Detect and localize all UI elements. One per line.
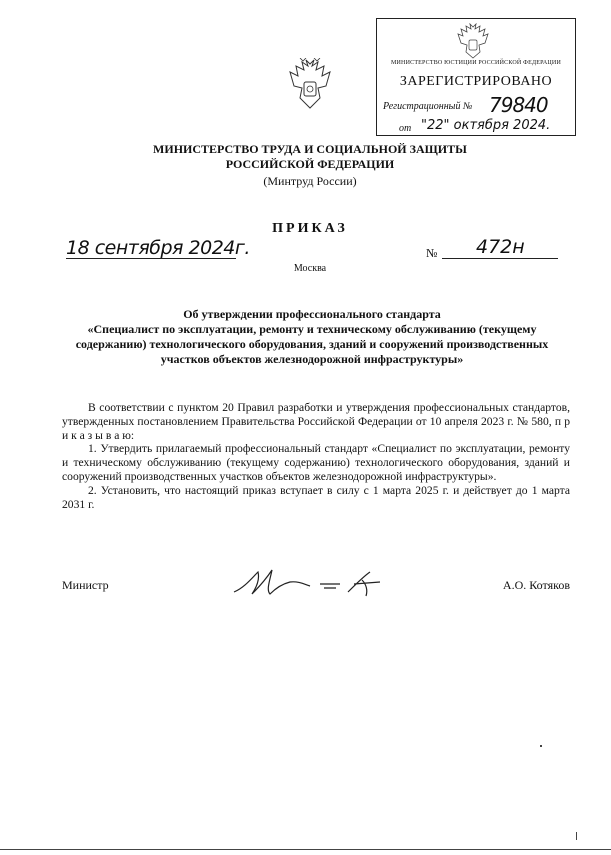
- stamp-reg-number: 79840: [489, 93, 548, 117]
- order-date: 18 сентября 2024г.: [66, 237, 250, 259]
- order-city: Москва: [293, 263, 327, 274]
- date-underline: [66, 258, 236, 259]
- document-body: [62, 401, 570, 511]
- document-title: [62, 307, 562, 367]
- registration-stamp: [376, 18, 576, 136]
- signatory-role: Министр: [62, 578, 109, 592]
- handwritten-signature: [230, 566, 390, 600]
- order-type: ПРИКАЗ: [272, 221, 348, 236]
- body-paragraph-1: В соответствии с пунктом 20 Правил разработки и утверждения профессиональных стандартов, утвержденных постановлением Правительства Российской Федерации от 10 апреля 2023 г. № 580, п р и к а з ы в а ю:: [62, 401, 570, 442]
- order-number-label: №: [426, 246, 438, 260]
- order-number: 472н: [476, 236, 525, 258]
- stamp-title: ЗАРЕГИСТРИРОВАНО: [399, 74, 553, 89]
- body-paragraph-3: 2. Установить, что настоящий приказ вступает в силу с 1 марта 2025 г. и действует до 1 марта 2031 г.: [62, 483, 570, 511]
- title-line-1: Об утверждении профессионального стандарта: [183, 307, 441, 321]
- scan-bottom-edge: [0, 849, 611, 850]
- ministry-name: [100, 142, 520, 172]
- title-line-2: «Специалист по эксплуатации, ремонту и техническому обслуживанию (текущему содержанию) технологического оборудования, зданий и сооружений производственных участков объектов железнодорожной инфраструктуры»: [75, 322, 549, 366]
- scan-artifact: [576, 832, 577, 840]
- ministry-short-name: (Минтруд России): [263, 174, 357, 188]
- stamp-date-label: от: [399, 123, 412, 134]
- ministry-line-1: МИНИСТЕРСТВО ТРУДА И СОЦИАЛЬНОЙ ЗАЩИТЫ: [153, 142, 467, 156]
- coat-of-arms-icon: [286, 58, 334, 112]
- stamp-ministry-text: МИНИСТЕРСТВО ЮСТИЦИИ РОССИЙСКОЙ ФЕДЕРАЦИИ: [390, 60, 561, 66]
- stamp-reg-label: Регистрационный №: [383, 101, 473, 112]
- stamp-date-value: "22" октября 2024.: [421, 118, 551, 133]
- body-paragraph-2: 1. Утвердить прилагаемый профессиональный стандарт «Специалист по эксплуатации, ремонту и техническому обслуживанию (текущему содержанию) технологического оборудования, зданий и сооружений производственных участков объектов железнодорожной инфраструктуры».: [62, 442, 570, 483]
- scan-artifact: [540, 745, 542, 747]
- signatory-name: А.О. Котяков: [502, 578, 570, 592]
- number-underline: [442, 258, 558, 259]
- stamp-coat-of-arms-icon: [455, 23, 491, 59]
- ministry-line-2: РОССИЙСКОЙ ФЕДЕРАЦИИ: [225, 157, 395, 171]
